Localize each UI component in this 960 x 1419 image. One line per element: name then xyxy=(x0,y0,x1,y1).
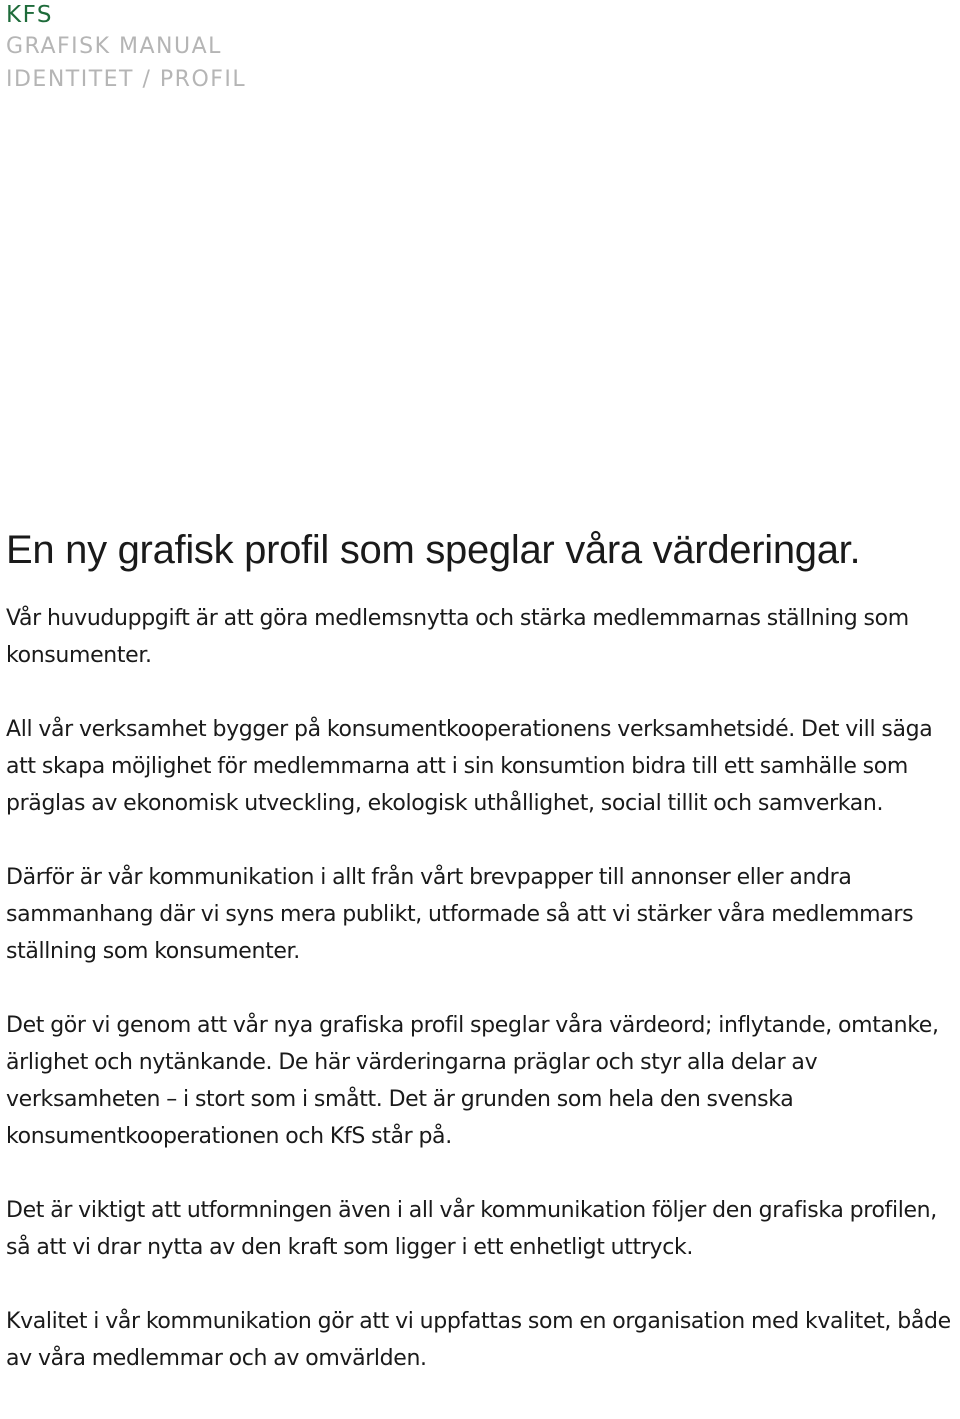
main-content xyxy=(6,520,956,1414)
paragraph-4: Det gör vi genom att vår nya grafiska profil speglar våra värdeord; inflytande, omtanke, ärlighet och nytänkande. De här värderingarna präglar och styr alla delar av verksamheten – i stort som i smått. Det är grunden som hela den svenska konsumentkooperationen och KfS står på. xyxy=(6,1013,939,1149)
page-headline: En ny grafisk profil som speglar våra värderingar. xyxy=(6,528,861,572)
section-title: IDENTITET / PROFIL xyxy=(6,67,247,92)
paragraph-2: All vår verksamhet bygger på konsumentkooperationens verksamhetsidé. Det vill säga att skapa möjlighet för medlemmarna att i sin konsumtion bidra till ett samhälle som präglas av ekonomisk utveckling, ekologisk uthållighet, social tillit och samverkan. xyxy=(6,717,933,816)
paragraph-3: Därför är vår kommunikation i allt från vårt brevpapper till annonser eller andra sammanhang där vi syns mera publikt, utformade så att vi stärker våra medlemmars ställning som konsumenter. xyxy=(6,865,914,964)
page-header xyxy=(6,0,246,96)
paragraph-6: Kvalitet i vår kommunikation gör att vi uppfattas som en organisation med kvalitet, både av våra medlemmar och av omvärlden. xyxy=(6,1309,951,1371)
paragraph-5: Det är viktigt att utformningen även i all vår kommunikation följer den grafiska profilen, så att vi drar nytta av den kraft som ligger i ett enhetligt uttryck. xyxy=(6,1198,937,1260)
manual-title: GRAFISK MANUAL xyxy=(6,34,222,59)
paragraph-1: Vår huvuduppgift är att göra medlemsnytta och stärka medlemmarnas ställning som konsumenter. xyxy=(6,606,909,668)
brand-name: KFS xyxy=(6,2,54,28)
